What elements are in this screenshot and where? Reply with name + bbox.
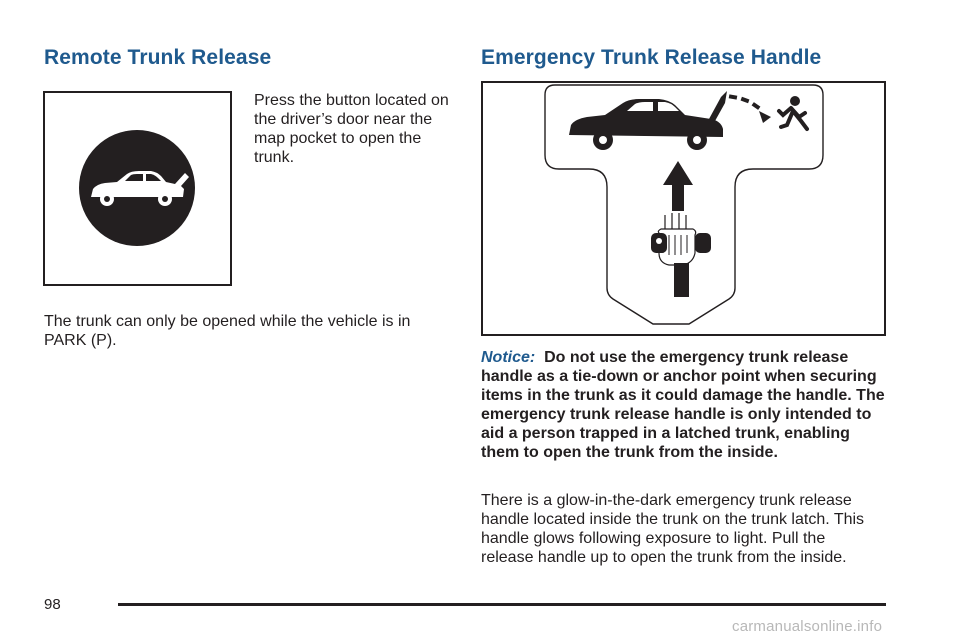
page-number: 98	[44, 596, 61, 613]
notice-paragraph	[481, 348, 886, 462]
trunk-release-icon	[45, 93, 230, 284]
notice-text: Do not use the emergency trunk release handle as a tie-down or anchor point when securing items in the trunk as it could damage the handle. The emergency trunk release handle is only intended to aid a person trapped in a latched trunk, enabling them to open the trunk from the inside.	[481, 349, 885, 461]
notice-label: Notice:	[481, 349, 536, 366]
emergency-release-handle-illustration	[483, 83, 884, 334]
watermark: carmanualsonline.info	[732, 618, 883, 635]
footer-rule	[118, 603, 886, 606]
trunk-button-figure	[43, 91, 232, 286]
section-heading-emergency-release: Emergency Trunk Release Handle	[481, 46, 822, 69]
emergency-release-figure	[481, 81, 886, 336]
section-heading-remote-trunk-release: Remote Trunk Release	[44, 46, 272, 69]
remote-release-instructions: Press the button located on the driver’s door near the map pocket to open the trunk.	[254, 92, 449, 166]
park-requirement-text: The trunk can only be opened while the vehicle is in PARK (P).	[44, 313, 411, 349]
emergency-release-description: There is a glow-in-the-dark emergency trunk release handle located inside the trunk on the trunk latch. This handle glows following exposure to light. Pull the release handle up to open the trunk from the inside.	[481, 492, 865, 566]
